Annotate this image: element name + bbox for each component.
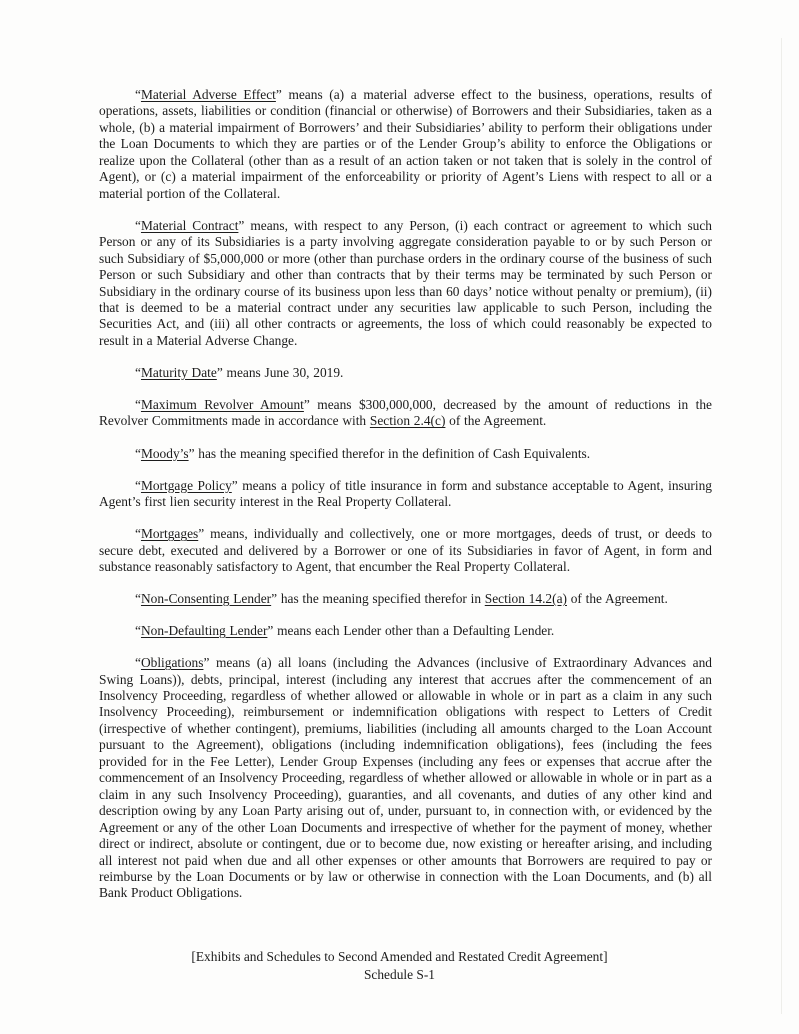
defined-term: Maximum Revolver Amount [140, 397, 304, 413]
paragraph-text: “ [135, 526, 141, 542]
definition-paragraph [99, 478, 712, 511]
definition-paragraph [99, 87, 712, 202]
definition-paragraph [99, 446, 712, 462]
paragraph-text: “ [135, 217, 141, 233]
definition-paragraph [99, 397, 712, 430]
paragraph-text: ” means a policy of title insurance in form and substance acceptable to Agent, insuring Agent’s first lien security interest in the Real Property Collateral. [99, 477, 712, 510]
paragraph-text: ” means (a) a material adverse effect to the business, operations, results of operations, assets, liabilities or condition (financial or otherwise) of Borrowers and their Subsidiaries, taken as a whole, (b) a material impairment of Borrowers’ and their Subsidiaries’ ability to perform their obligations under the Loan Documents to which they are parties or of the Lender Group’s ability to enforce the Obligations or realize upon the Collateral (other than as a result of an action taken or not taken that is solely in the control of Agent), or (c) a material impairment of the enforceability or priority of Agent’s Liens with respect to all or a material portion of the Collateral. [99, 87, 712, 201]
defined-term: Mortgages [140, 526, 199, 542]
paragraph-text: ” has the meaning specified therefor in [271, 591, 485, 607]
definition-paragraph [99, 526, 712, 575]
definition-paragraph [99, 365, 712, 381]
scan-artifact-line [781, 38, 782, 1014]
paragraph-text: “ [135, 623, 141, 639]
definition-paragraph [99, 623, 712, 639]
definition-paragraph [99, 591, 712, 607]
defined-term: Section 2.4(c) [369, 413, 446, 429]
paragraph-text: “ [135, 87, 141, 102]
paragraph-text: “ [135, 445, 141, 461]
defined-term: Section 14.2(a) [484, 591, 567, 607]
paragraph-text: ” means, individually and collectively, one or more mortgages, deeds of trust, or deeds to secure debt, executed and delivered by a Borrower or one of its Subsidiaries in favor of Agent, in form and substance reasonably satisfactory to Agent, that encumber the Real Property Collateral. [99, 526, 712, 574]
paragraph-text: “ [135, 364, 141, 380]
defined-term: Material Adverse Effect [140, 87, 276, 102]
paragraph-text: ” means $300,000,000, decreased by the amount of reductions in the Revolver Commitments made in accordance with [99, 397, 713, 429]
paragraph-text: “ [135, 477, 141, 493]
defined-term: Material Contract [140, 217, 239, 233]
paragraph-text: ” means (a) all loans (including the Advances (inclusive of Extraordinary Advances and Swing Loans)), debts, principal, interest (including any interest that accrues after the commencement of an Insolvency Proceeding, regardless of whether allowed or allowable in whole or in part as a claim in any such Insolvency Proceeding), reimbursement or indemnification obligations with respect to Letters of Credit (irrespective of whether contingent), premiums, liabilities (including all amounts charged to the Loan Account pursuant to the Agreement), obligations (including indemnification obligations), fees (including the fees provided for in the Fee Letter), Lender Group Expenses (including any fees or expenses that accrue after the commencement of an Insolvency Proceeding, regardless of whether allowed or allowable in whole or in part as a claim in any such Insolvency Proceeding), guaranties, and all covenants, and duties of any other kind and description owing by any Loan Party arising out of, under, pursuant to, in connection with, or evidenced by the Agreement or any of the other Loan Documents and irrespective of whether for the payment of money, whether direct or indirect, absolute or contingent, due or to become due, now existing or hereafter arising, and including all interest not paid when due and all other expenses or other amounts that Borrowers are required to pay or reimburse by the Loan Documents or by law or otherwise in connection with the Loan Documents, and (b) all Bank Product Obligations. [99, 655, 712, 901]
paragraph-text: “ [135, 591, 141, 607]
page-footer [0, 948, 799, 983]
defined-term: Mortgage Policy [140, 477, 232, 493]
paragraph-text: ” means June 30, 2019. [216, 364, 344, 380]
paragraph-text: ” has the meaning specified therefor in the definition of Cash Equivalents. [188, 445, 591, 461]
defined-term: Non-Consenting Lender [140, 591, 272, 607]
definition-paragraph [99, 218, 712, 350]
paragraph-text: ” means each Lender other than a Defaulting Lender. [267, 623, 555, 639]
paragraph-text: ” means, with respect to any Person, (i) each contract or agreement to which such Person or any of its Subsidiaries is a party involving aggregate consideration payable to or by such Person or such Subsidiary of $5,000,000 or more (other than purchase orders in the ordinary course of the business of such Person or such Subsidiary and other than contracts that by their terms may be terminated by such Person or Subsidiary in the ordinary course of its business upon less than 60 days’ notice without penalty or premium), (ii) that is deemed to be a material contract under any securities law applicable to such Person, including the Securities Act, and (iii) all other contracts or agreements, the loss of which could reasonably be expected to result in a Material Adverse Change. [99, 217, 713, 348]
document-body [99, 87, 712, 902]
paragraph-text: of the Agreement. [566, 591, 668, 607]
paragraph-text: “ [135, 397, 141, 413]
paragraph-text: of the Agreement. [445, 413, 547, 429]
defined-term: Obligations [140, 655, 204, 671]
defined-term: Non-Defaulting Lender [140, 623, 268, 639]
defined-term: Maturity Date [140, 364, 217, 380]
footer-schedule-label: Schedule S-1 [363, 966, 436, 982]
definition-paragraph [99, 655, 712, 902]
footer-exhibits-note: [Exhibits and Schedules to Second Amended and Restated Credit Agreement] [191, 949, 608, 964]
defined-term: Moody’s [140, 445, 189, 461]
paragraph-text: “ [135, 655, 141, 671]
